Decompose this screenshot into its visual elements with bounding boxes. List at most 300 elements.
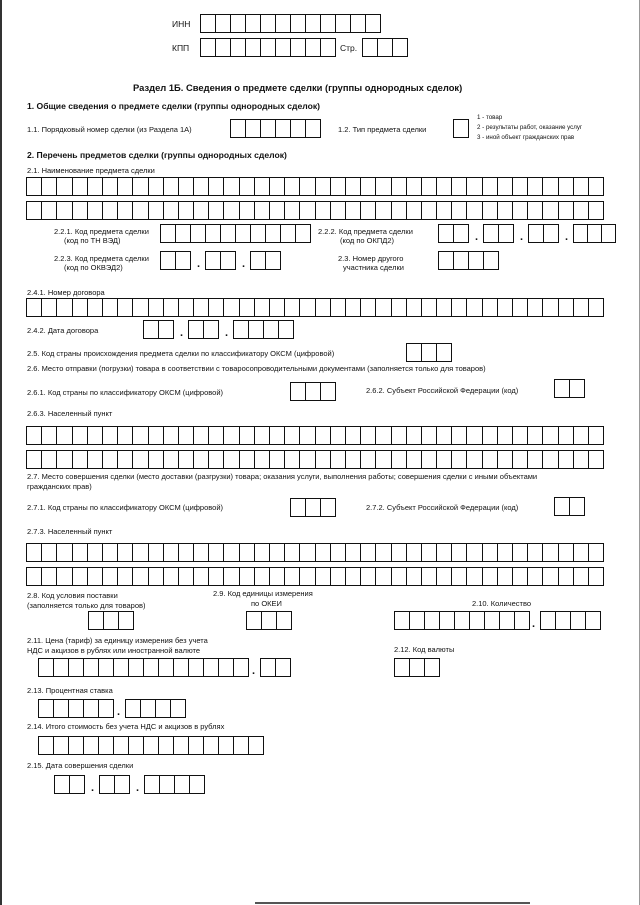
char-cell[interactable] (163, 298, 179, 317)
char-cell[interactable] (41, 567, 57, 586)
char-cell[interactable] (512, 298, 528, 317)
char-cell[interactable] (315, 543, 331, 562)
char-cell[interactable] (360, 201, 376, 220)
char-cell[interactable] (269, 177, 285, 196)
char-cell[interactable] (113, 658, 129, 677)
char-cell[interactable] (454, 611, 470, 630)
char-cell[interactable] (68, 699, 84, 718)
char-cell[interactable] (200, 14, 216, 33)
char-cell[interactable] (175, 224, 191, 243)
char-cell[interactable] (299, 201, 315, 220)
char-cell[interactable] (451, 298, 467, 317)
char-cell[interactable] (26, 450, 42, 469)
char-cell[interactable] (41, 177, 57, 196)
char-cell[interactable] (375, 201, 391, 220)
char-cell[interactable] (158, 736, 174, 755)
char-cell[interactable] (174, 775, 190, 794)
char-cell[interactable] (573, 201, 589, 220)
char-cell[interactable] (72, 567, 88, 586)
char-cell[interactable] (158, 658, 174, 677)
char-cell[interactable] (330, 177, 346, 196)
char-cell[interactable] (570, 611, 586, 630)
char-cell[interactable] (527, 543, 543, 562)
char-cell[interactable] (558, 450, 574, 469)
char-cell[interactable] (68, 658, 84, 677)
char-cell[interactable] (421, 298, 437, 317)
char-cell[interactable] (424, 611, 440, 630)
char-cell[interactable] (284, 450, 300, 469)
char-cell[interactable] (469, 611, 485, 630)
char-cell[interactable] (117, 567, 133, 586)
char-cell[interactable] (362, 38, 378, 57)
char-cell[interactable] (451, 426, 467, 445)
char-cell[interactable] (53, 699, 69, 718)
char-cell[interactable] (345, 567, 361, 586)
char-cell[interactable] (38, 658, 54, 677)
inn-field[interactable] (200, 14, 380, 33)
char-cell[interactable] (330, 543, 346, 562)
char-cell[interactable] (453, 119, 469, 138)
char-cell[interactable] (453, 224, 469, 243)
char-cell[interactable] (588, 426, 604, 445)
char-cell[interactable] (72, 177, 88, 196)
char-cell[interactable] (335, 14, 351, 33)
char-cell[interactable] (72, 543, 88, 562)
char-cell[interactable] (159, 775, 175, 794)
char-cell[interactable] (377, 38, 393, 57)
char-cell[interactable] (254, 426, 270, 445)
char-cell[interactable] (178, 543, 194, 562)
char-cell[interactable] (178, 298, 194, 317)
char-cell[interactable] (132, 426, 148, 445)
char-cell[interactable] (83, 658, 99, 677)
char-cell[interactable] (275, 14, 291, 33)
char-cell[interactable] (466, 201, 482, 220)
char-cell[interactable] (160, 251, 176, 270)
char-cell[interactable] (554, 497, 570, 516)
char-cell[interactable] (88, 611, 104, 630)
char-cell[interactable] (189, 775, 205, 794)
f2-6-3-field-row2[interactable] (26, 450, 603, 469)
char-cell[interactable] (208, 177, 224, 196)
char-cell[interactable] (56, 201, 72, 220)
char-cell[interactable] (117, 298, 133, 317)
char-cell[interactable] (299, 298, 315, 317)
char-cell[interactable] (223, 543, 239, 562)
char-cell[interactable] (573, 543, 589, 562)
char-cell[interactable] (269, 450, 285, 469)
char-cell[interactable] (117, 177, 133, 196)
char-cell[interactable] (466, 177, 482, 196)
char-cell[interactable] (360, 426, 376, 445)
char-cell[interactable] (305, 382, 321, 401)
char-cell[interactable] (170, 699, 186, 718)
char-cell[interactable] (406, 567, 422, 586)
char-cell[interactable] (330, 298, 346, 317)
char-cell[interactable] (284, 201, 300, 220)
char-cell[interactable] (72, 426, 88, 445)
char-cell[interactable] (178, 426, 194, 445)
char-cell[interactable] (295, 224, 311, 243)
char-cell[interactable] (208, 450, 224, 469)
char-cell[interactable] (438, 224, 454, 243)
char-cell[interactable] (26, 426, 42, 445)
char-cell[interactable] (542, 177, 558, 196)
char-cell[interactable] (158, 320, 174, 339)
char-cell[interactable] (350, 14, 366, 33)
char-cell[interactable] (233, 658, 249, 677)
char-cell[interactable] (466, 450, 482, 469)
char-cell[interactable] (269, 426, 285, 445)
char-cell[interactable] (261, 611, 277, 630)
char-cell[interactable] (421, 450, 437, 469)
char-cell[interactable] (188, 736, 204, 755)
char-cell[interactable] (148, 298, 164, 317)
char-cell[interactable] (542, 201, 558, 220)
char-cell[interactable] (245, 119, 261, 138)
f2-12-field[interactable] (394, 658, 439, 677)
char-cell[interactable] (41, 201, 57, 220)
char-cell[interactable] (482, 177, 498, 196)
char-cell[interactable] (190, 224, 206, 243)
char-cell[interactable] (438, 251, 454, 270)
char-cell[interactable] (406, 426, 422, 445)
char-cell[interactable] (132, 177, 148, 196)
f2-2-3-field-a[interactable] (160, 251, 190, 270)
char-cell[interactable] (278, 320, 294, 339)
char-cell[interactable] (424, 658, 440, 677)
char-cell[interactable] (527, 450, 543, 469)
char-cell[interactable] (421, 177, 437, 196)
char-cell[interactable] (265, 224, 281, 243)
char-cell[interactable] (218, 736, 234, 755)
f2-4-2-field-year[interactable] (233, 320, 293, 339)
char-cell[interactable] (275, 38, 291, 57)
char-cell[interactable] (299, 450, 315, 469)
char-cell[interactable] (375, 450, 391, 469)
char-cell[interactable] (41, 543, 57, 562)
char-cell[interactable] (497, 298, 513, 317)
char-cell[interactable] (208, 543, 224, 562)
char-cell[interactable] (148, 201, 164, 220)
char-cell[interactable] (175, 251, 191, 270)
char-cell[interactable] (514, 611, 530, 630)
char-cell[interactable] (41, 298, 57, 317)
char-cell[interactable] (394, 658, 410, 677)
char-cell[interactable] (391, 567, 407, 586)
char-cell[interactable] (143, 736, 159, 755)
char-cell[interactable] (148, 426, 164, 445)
f2-2-2-field-d[interactable] (573, 224, 615, 243)
char-cell[interactable] (233, 736, 249, 755)
char-cell[interactable] (406, 201, 422, 220)
char-cell[interactable] (239, 543, 255, 562)
char-cell[interactable] (483, 224, 499, 243)
char-cell[interactable] (466, 426, 482, 445)
char-cell[interactable] (83, 736, 99, 755)
char-cell[interactable] (365, 14, 381, 33)
char-cell[interactable] (360, 298, 376, 317)
char-cell[interactable] (117, 450, 133, 469)
f2-14-field[interactable] (38, 736, 263, 755)
char-cell[interactable] (83, 699, 99, 718)
char-cell[interactable] (453, 251, 469, 270)
char-cell[interactable] (260, 38, 276, 57)
char-cell[interactable] (223, 567, 239, 586)
char-cell[interactable] (345, 543, 361, 562)
f2-7-3-field-row2[interactable] (26, 567, 603, 586)
char-cell[interactable] (250, 251, 266, 270)
char-cell[interactable] (284, 298, 300, 317)
char-cell[interactable] (193, 177, 209, 196)
char-cell[interactable] (558, 543, 574, 562)
char-cell[interactable] (87, 450, 103, 469)
f2-10-field-frac[interactable] (540, 611, 600, 630)
f2-11-field-frac[interactable] (260, 658, 290, 677)
char-cell[interactable] (360, 177, 376, 196)
char-cell[interactable] (215, 38, 231, 57)
char-cell[interactable] (497, 177, 513, 196)
char-cell[interactable] (394, 611, 410, 630)
char-cell[interactable] (223, 298, 239, 317)
char-cell[interactable] (26, 298, 42, 317)
f2-7-3-field-row1[interactable] (26, 543, 603, 562)
char-cell[interactable] (587, 224, 602, 243)
char-cell[interactable] (299, 177, 315, 196)
char-cell[interactable] (290, 382, 306, 401)
char-cell[interactable] (436, 567, 452, 586)
char-cell[interactable] (69, 775, 85, 794)
char-cell[interactable] (128, 658, 144, 677)
char-cell[interactable] (99, 775, 115, 794)
char-cell[interactable] (98, 658, 114, 677)
char-cell[interactable] (558, 177, 574, 196)
f2-2-2-field-a[interactable] (438, 224, 468, 243)
char-cell[interactable] (113, 736, 129, 755)
char-cell[interactable] (143, 658, 159, 677)
char-cell[interactable] (391, 177, 407, 196)
f2-13-field-int[interactable] (38, 699, 113, 718)
char-cell[interactable] (542, 450, 558, 469)
char-cell[interactable] (554, 379, 570, 398)
char-cell[interactable] (573, 224, 588, 243)
char-cell[interactable] (466, 543, 482, 562)
char-cell[interactable] (193, 567, 209, 586)
char-cell[interactable] (375, 177, 391, 196)
char-cell[interactable] (305, 38, 321, 57)
char-cell[interactable] (588, 543, 604, 562)
char-cell[interactable] (409, 611, 425, 630)
char-cell[interactable] (290, 38, 306, 57)
char-cell[interactable] (466, 567, 482, 586)
char-cell[interactable] (320, 38, 336, 57)
char-cell[interactable] (239, 567, 255, 586)
char-cell[interactable] (102, 567, 118, 586)
char-cell[interactable] (254, 201, 270, 220)
char-cell[interactable] (140, 699, 156, 718)
char-cell[interactable] (497, 450, 513, 469)
char-cell[interactable] (275, 658, 291, 677)
char-cell[interactable] (406, 177, 422, 196)
char-cell[interactable] (436, 426, 452, 445)
char-cell[interactable] (406, 298, 422, 317)
char-cell[interactable] (555, 611, 571, 630)
char-cell[interactable] (284, 426, 300, 445)
f2-1-field-row2[interactable] (26, 201, 603, 220)
char-cell[interactable] (263, 320, 279, 339)
char-cell[interactable] (87, 426, 103, 445)
char-cell[interactable] (87, 298, 103, 317)
char-cell[interactable] (512, 426, 528, 445)
char-cell[interactable] (588, 450, 604, 469)
char-cell[interactable] (148, 450, 164, 469)
f2-7-2-field[interactable] (554, 497, 584, 516)
char-cell[interactable] (254, 450, 270, 469)
char-cell[interactable] (87, 177, 103, 196)
char-cell[interactable] (573, 567, 589, 586)
char-cell[interactable] (173, 658, 189, 677)
char-cell[interactable] (193, 543, 209, 562)
char-cell[interactable] (132, 543, 148, 562)
char-cell[interactable] (173, 736, 189, 755)
char-cell[interactable] (72, 298, 88, 317)
char-cell[interactable] (315, 177, 331, 196)
char-cell[interactable] (451, 201, 467, 220)
f2-6-3-field-row1[interactable] (26, 426, 603, 445)
char-cell[interactable] (102, 450, 118, 469)
char-cell[interactable] (436, 450, 452, 469)
char-cell[interactable] (102, 543, 118, 562)
char-cell[interactable] (148, 177, 164, 196)
f2-2-1-field[interactable] (160, 224, 310, 243)
char-cell[interactable] (223, 450, 239, 469)
char-cell[interactable] (56, 543, 72, 562)
f2-15-field-day[interactable] (54, 775, 84, 794)
char-cell[interactable] (143, 320, 159, 339)
char-cell[interactable] (299, 426, 315, 445)
char-cell[interactable] (178, 201, 194, 220)
char-cell[interactable] (375, 543, 391, 562)
char-cell[interactable] (205, 251, 221, 270)
char-cell[interactable] (406, 543, 422, 562)
f2-6-1-field[interactable] (290, 382, 335, 401)
char-cell[interactable] (482, 543, 498, 562)
char-cell[interactable] (269, 543, 285, 562)
char-cell[interactable] (284, 567, 300, 586)
char-cell[interactable] (276, 611, 292, 630)
char-cell[interactable] (239, 426, 255, 445)
char-cell[interactable] (542, 298, 558, 317)
char-cell[interactable] (245, 38, 261, 57)
char-cell[interactable] (299, 567, 315, 586)
char-cell[interactable] (468, 251, 484, 270)
char-cell[interactable] (451, 177, 467, 196)
char-cell[interactable] (391, 543, 407, 562)
char-cell[interactable] (265, 251, 281, 270)
char-cell[interactable] (102, 298, 118, 317)
char-cell[interactable] (56, 177, 72, 196)
char-cell[interactable] (482, 201, 498, 220)
char-cell[interactable] (235, 224, 251, 243)
char-cell[interactable] (305, 14, 321, 33)
char-cell[interactable] (132, 450, 148, 469)
char-cell[interactable] (482, 426, 498, 445)
char-cell[interactable] (436, 543, 452, 562)
char-cell[interactable] (569, 497, 585, 516)
char-cell[interactable] (260, 14, 276, 33)
char-cell[interactable] (193, 450, 209, 469)
f2-7-1-field[interactable] (290, 498, 335, 517)
char-cell[interactable] (542, 567, 558, 586)
char-cell[interactable] (512, 543, 528, 562)
char-cell[interactable] (254, 177, 270, 196)
char-cell[interactable] (527, 177, 543, 196)
char-cell[interactable] (436, 201, 452, 220)
char-cell[interactable] (114, 775, 130, 794)
char-cell[interactable] (482, 567, 498, 586)
char-cell[interactable] (239, 298, 255, 317)
f2-2-2-field-c[interactable] (528, 224, 558, 243)
char-cell[interactable] (102, 201, 118, 220)
char-cell[interactable] (588, 567, 604, 586)
char-cell[interactable] (54, 775, 70, 794)
char-cell[interactable] (98, 699, 114, 718)
char-cell[interactable] (573, 298, 589, 317)
char-cell[interactable] (218, 658, 234, 677)
f2-10-field-int[interactable] (394, 611, 529, 630)
char-cell[interactable] (315, 567, 331, 586)
char-cell[interactable] (345, 298, 361, 317)
char-cell[interactable] (41, 426, 57, 445)
f2-3-field[interactable] (438, 251, 498, 270)
char-cell[interactable] (542, 543, 558, 562)
char-cell[interactable] (223, 177, 239, 196)
char-cell[interactable] (345, 450, 361, 469)
char-cell[interactable] (527, 426, 543, 445)
char-cell[interactable] (275, 119, 291, 138)
char-cell[interactable] (118, 611, 134, 630)
char-cell[interactable] (230, 119, 246, 138)
char-cell[interactable] (315, 201, 331, 220)
char-cell[interactable] (223, 426, 239, 445)
char-cell[interactable] (360, 450, 376, 469)
char-cell[interactable] (497, 543, 513, 562)
char-cell[interactable] (558, 567, 574, 586)
char-cell[interactable] (163, 177, 179, 196)
char-cell[interactable] (540, 611, 556, 630)
char-cell[interactable] (315, 298, 331, 317)
char-cell[interactable] (269, 567, 285, 586)
char-cell[interactable] (72, 201, 88, 220)
char-cell[interactable] (305, 498, 321, 517)
char-cell[interactable] (26, 567, 42, 586)
char-cell[interactable] (421, 343, 437, 362)
char-cell[interactable] (56, 450, 72, 469)
char-cell[interactable] (178, 177, 194, 196)
char-cell[interactable] (193, 298, 209, 317)
char-cell[interactable] (103, 611, 119, 630)
char-cell[interactable] (421, 567, 437, 586)
f2-13-field-frac[interactable] (125, 699, 185, 718)
char-cell[interactable] (542, 426, 558, 445)
char-cell[interactable] (290, 14, 306, 33)
char-cell[interactable] (163, 543, 179, 562)
char-cell[interactable] (132, 298, 148, 317)
char-cell[interactable] (102, 177, 118, 196)
char-cell[interactable] (528, 224, 544, 243)
char-cell[interactable] (230, 14, 246, 33)
f1-1-field[interactable] (230, 119, 320, 138)
